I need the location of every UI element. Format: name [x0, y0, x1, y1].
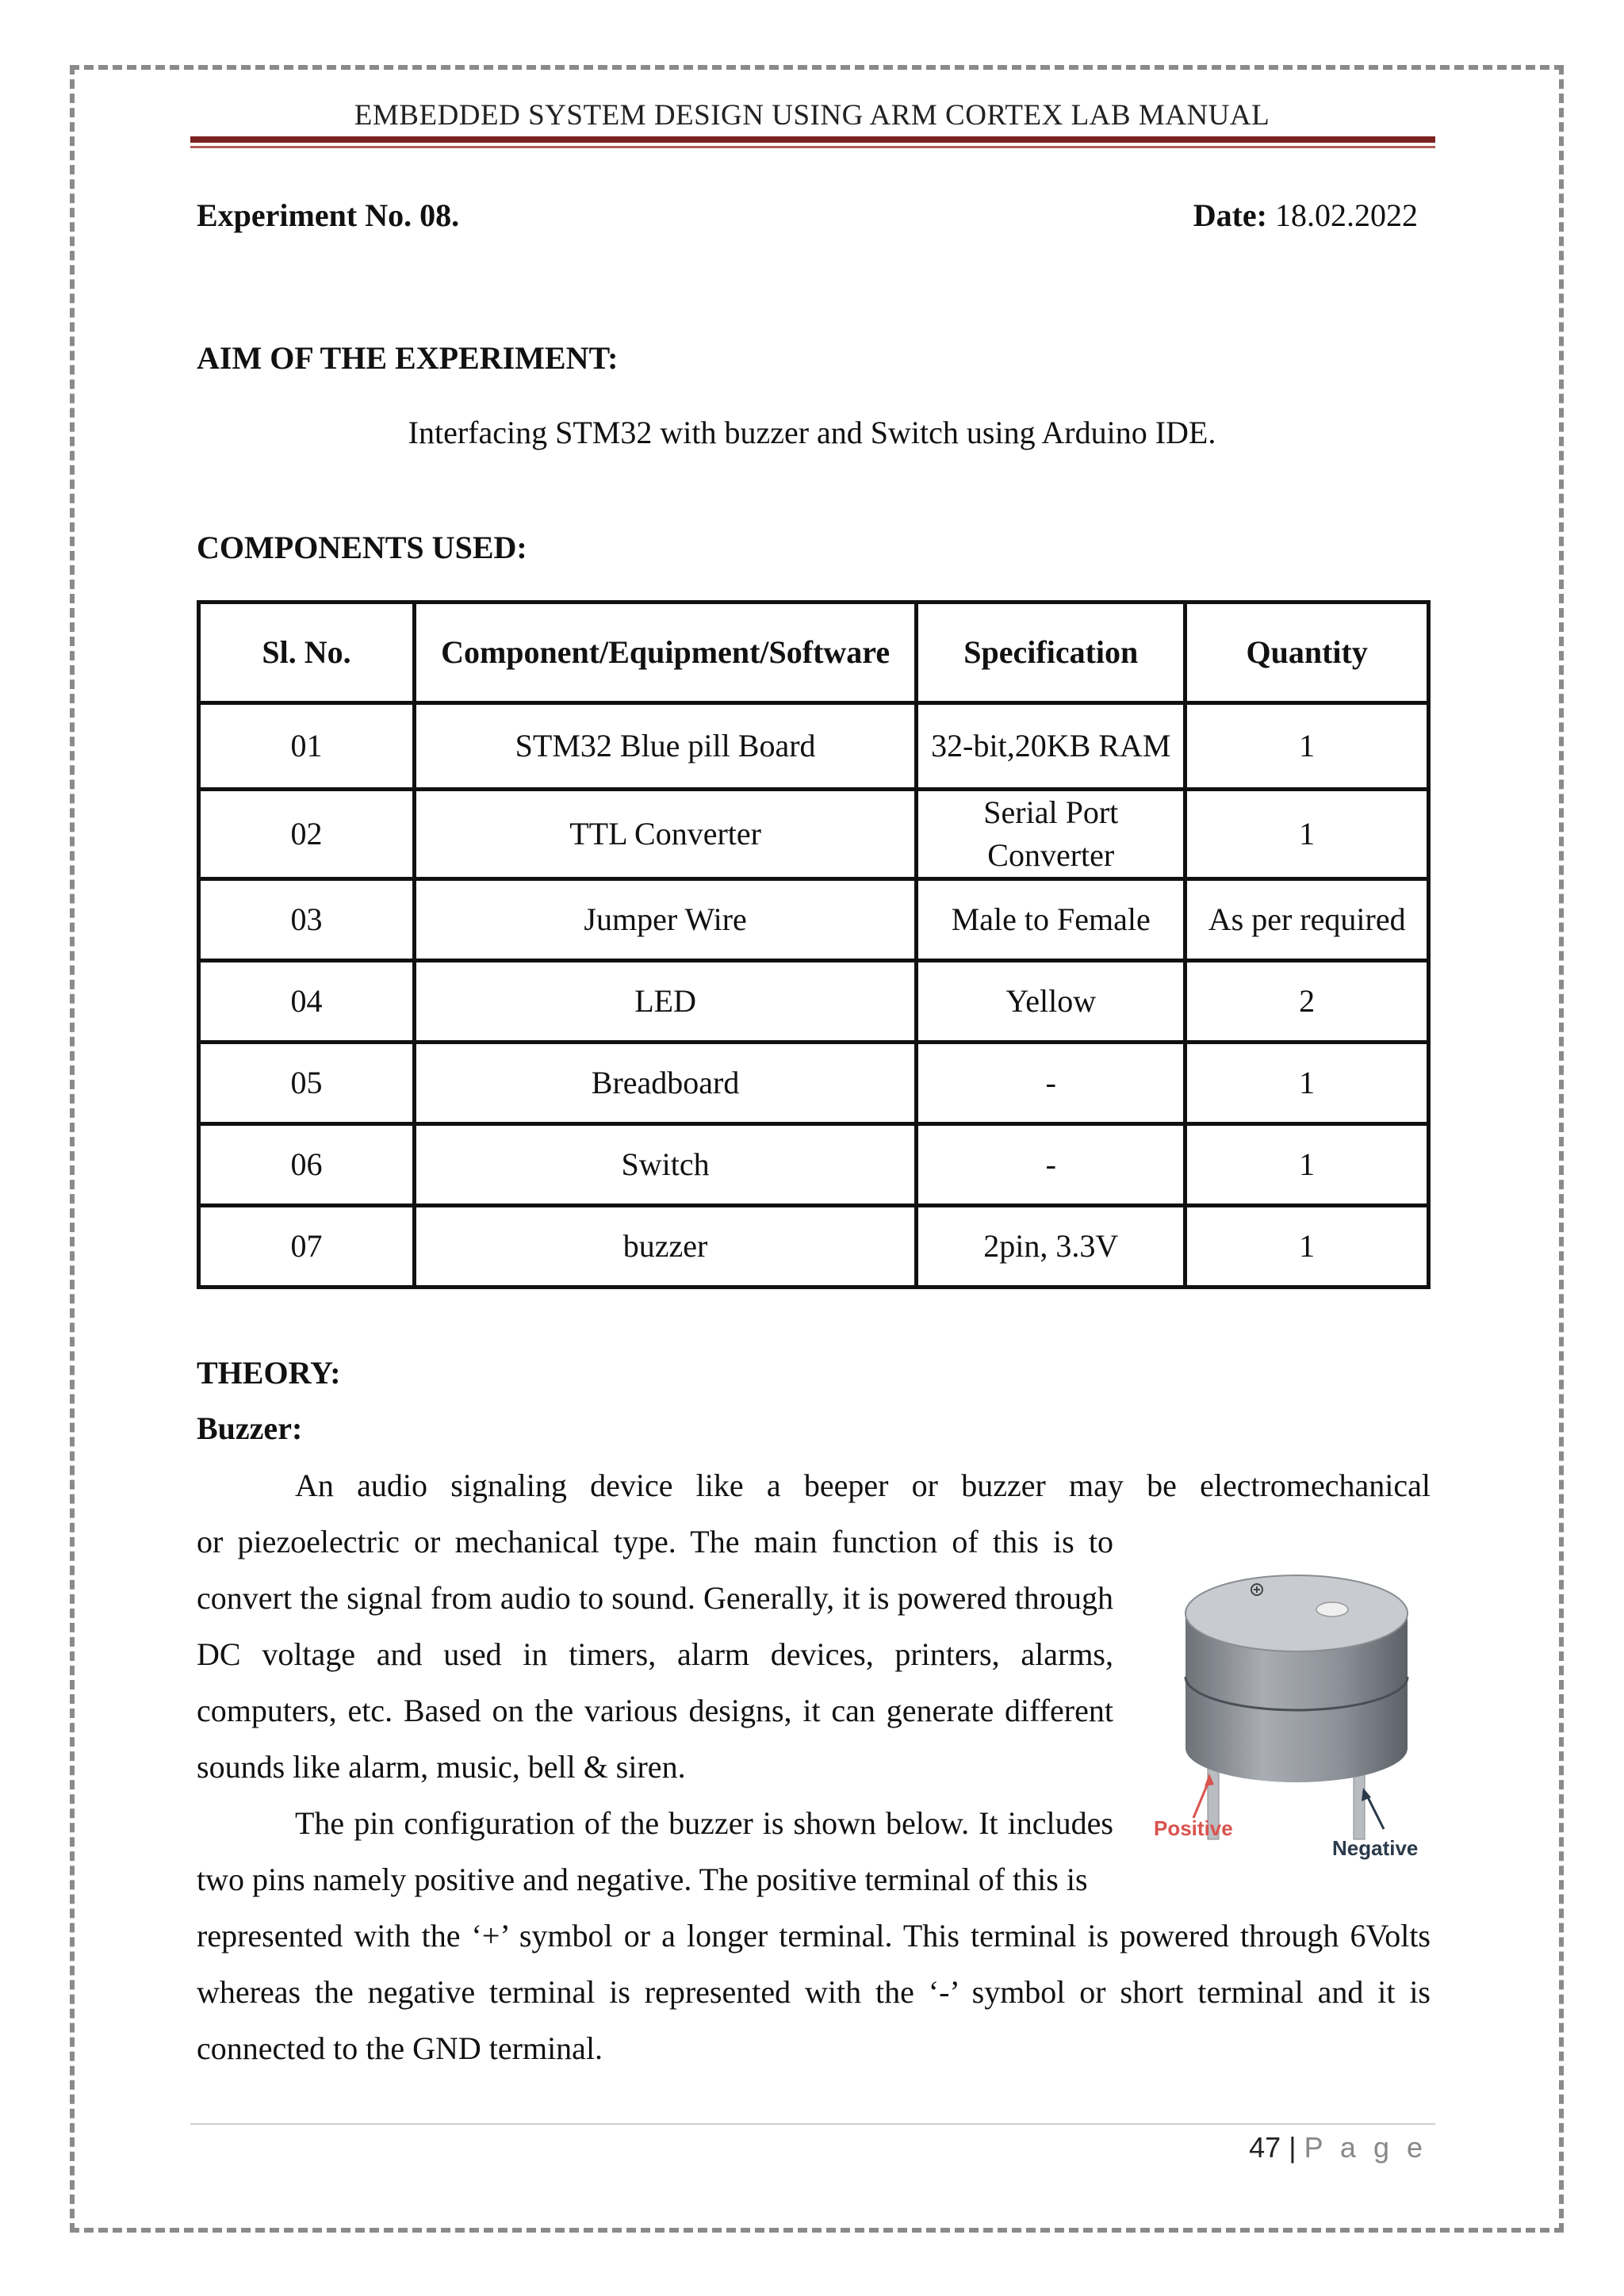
cell-qty: 1 — [1185, 790, 1429, 879]
cell-component: LED — [415, 961, 917, 1043]
cell-qty: 1 — [1185, 1124, 1429, 1206]
table-header-row — [199, 603, 1429, 703]
positive-label: Positive — [1154, 1816, 1233, 1840]
components-heading: COMPONENTS USED: — [197, 530, 527, 565]
page-separator: | — [1289, 2131, 1297, 2164]
footer-rule — [190, 2123, 1435, 2125]
theory-para1-wrapped: or piezoelectric or mechanical type. The main function of this is to convert the signal from audio to sound. Generally, it is powered through DC voltage and used in timers, alarm devices, printers, alarms, computers, etc. Based on the various designs, it can generate different sounds like alarm, music, bell & siren. — [197, 1524, 1113, 1785]
header-title: EMBEDDED SYSTEM DESIGN USING ARM CORTEX LAB MANUAL — [354, 99, 1270, 132]
theory-para2-full: represented with the ‘+’ symbol or a longer terminal. This terminal is powered through 6Volts whereas the negative terminal is represented with the ‘-’ symbol or short terminal and it is connected to the GND terminal. — [197, 1918, 1431, 2066]
aim-heading: AIM OF THE EXPERIMENT: — [197, 340, 619, 376]
buzzer-subheading: Buzzer: — [197, 1410, 303, 1446]
negative-arrow — [1366, 1794, 1384, 1829]
cell-component: STM32 Blue pill Board — [415, 703, 917, 790]
column-header: Quantity — [1185, 603, 1429, 703]
sound-hole — [1316, 1602, 1348, 1617]
experiment-date — [1193, 197, 1418, 234]
date-value: 18.02.2022 — [1275, 197, 1418, 233]
cell-qty: As per required — [1185, 879, 1429, 961]
buzzer-top — [1185, 1575, 1408, 1651]
table-row — [199, 1043, 1429, 1124]
aim-text: Interfacing STM32 with buzzer and Switch using Arduino IDE. — [408, 415, 1216, 450]
table-row — [199, 1206, 1429, 1288]
cell-sl: 04 — [199, 961, 415, 1043]
cell-component: Breadboard — [415, 1043, 917, 1124]
cell-sl: 06 — [199, 1124, 415, 1206]
cell-spec: Yellow — [917, 961, 1185, 1043]
cell-component: TTL Converter — [415, 790, 917, 879]
cell-sl: 07 — [199, 1206, 415, 1288]
buzzer-figure — [1146, 1566, 1447, 1867]
page-word: P a g e — [1304, 2131, 1427, 2164]
experiment-number: Experiment No. 08. — [197, 197, 460, 233]
cell-qty: 1 — [1185, 1043, 1429, 1124]
cell-sl: 03 — [199, 879, 415, 961]
cell-spec: 2pin, 3.3V — [917, 1206, 1185, 1288]
cell-qty: 1 — [1185, 1206, 1429, 1288]
table-row — [199, 879, 1429, 961]
table-row — [199, 790, 1429, 879]
cell-spec: Serial Port Converter — [917, 790, 1185, 879]
page-footer — [1249, 2131, 1427, 2164]
column-header: Component/Equipment/Software — [415, 603, 917, 703]
column-header: Sl. No. — [199, 603, 415, 703]
para-text: The pin configuration of the buzzer is shown below. It includes two pins namely positive and negative. The positive terminal of this is — [197, 1805, 1113, 1897]
experiment-line — [197, 197, 1418, 234]
cell-spec: - — [917, 1043, 1185, 1124]
cell-component: buzzer — [415, 1206, 917, 1288]
table-row — [199, 703, 1429, 790]
cell-sl: 02 — [199, 790, 415, 879]
page-number: 47 — [1249, 2131, 1281, 2164]
negative-label: Negative — [1332, 1836, 1419, 1860]
para-text: An audio signaling device like a beeper or buzzer may be electromechanical — [295, 1468, 1431, 1503]
cell-spec: 32-bit,20KB RAM — [917, 703, 1185, 790]
column-header: Specification — [917, 603, 1185, 703]
theory-heading: THEORY: — [197, 1355, 341, 1391]
cell-spec: Male to Female — [917, 879, 1185, 961]
header-rule — [190, 136, 1435, 143]
theory-para1-line1 — [197, 1457, 1431, 1513]
table-row — [199, 1124, 1429, 1206]
cell-sl: 05 — [199, 1043, 415, 1124]
table-row — [199, 961, 1429, 1043]
cell-component: Jumper Wire — [415, 879, 917, 961]
cell-sl: 01 — [199, 703, 415, 790]
theory-para2-wrapped — [197, 1795, 1113, 1908]
cell-spec: - — [917, 1124, 1185, 1206]
header-rule-thin — [190, 146, 1435, 148]
date-label: Date: — [1193, 197, 1267, 233]
cell-qty: 1 — [1185, 703, 1429, 790]
components-table — [197, 600, 1431, 1289]
cell-component: Switch — [415, 1124, 917, 1206]
cell-qty: 2 — [1185, 961, 1429, 1043]
